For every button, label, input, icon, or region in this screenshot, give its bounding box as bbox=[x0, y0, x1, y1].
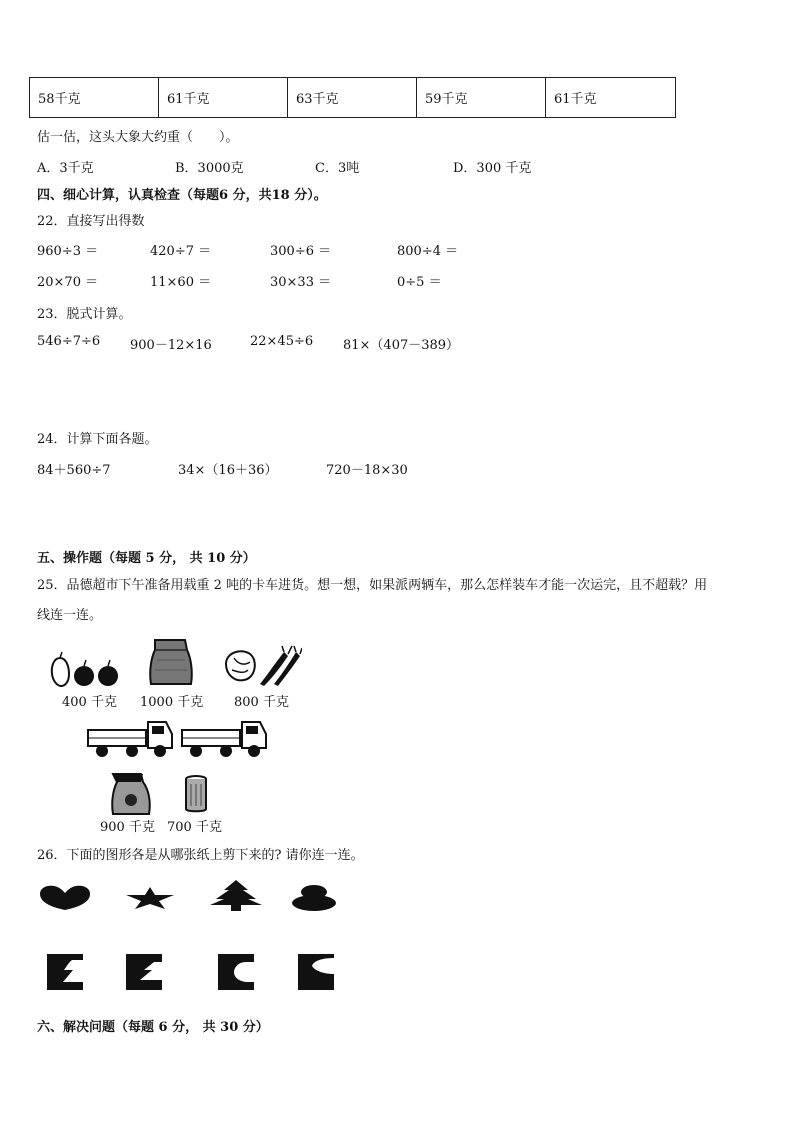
q22-item: 0÷5 ＝ bbox=[397, 275, 442, 290]
q23-item: 22×45÷6 bbox=[250, 334, 314, 349]
q22-item: 30×33 ＝ bbox=[270, 275, 332, 290]
option-c: C．3吨 bbox=[315, 161, 360, 176]
option-b: B．3000克 bbox=[175, 161, 244, 176]
cut-paper-icon[interactable] bbox=[218, 954, 254, 990]
cut-paper-icon[interactable] bbox=[298, 954, 334, 990]
weight-cell: 61千克 bbox=[546, 78, 676, 118]
elephant-question: 估一估，这头大象大约重（ ）。 bbox=[37, 130, 239, 145]
q24-item: 720－18×30 bbox=[326, 463, 408, 478]
goods-label: 800 千克 bbox=[234, 695, 289, 710]
vegetables-icon bbox=[222, 644, 302, 686]
q23-item: 546÷7÷6 bbox=[37, 334, 101, 349]
q22-item: 11×60 ＝ bbox=[150, 275, 212, 290]
q23-item: 81×（407－389） bbox=[343, 338, 460, 353]
hat-icon[interactable] bbox=[290, 884, 338, 912]
q22-item: 20×70 ＝ bbox=[37, 275, 99, 290]
option-a: A．3千克 bbox=[37, 161, 94, 176]
section4-title: 四、细心计算，认真检查（每题6 分，共18 分）。 bbox=[37, 188, 327, 203]
q22-item: 960÷3 ＝ bbox=[37, 244, 99, 259]
q22-title: 22．直接写出得数 bbox=[37, 214, 145, 229]
q22-item: 300÷6 ＝ bbox=[270, 244, 332, 259]
weight-cell: 58千克 bbox=[30, 78, 159, 118]
q23-title: 23．脱式计算。 bbox=[37, 307, 132, 322]
goods-label: 700 千克 bbox=[167, 820, 222, 835]
bag-icon bbox=[107, 772, 153, 816]
q24-item: 34×（16＋36） bbox=[178, 463, 278, 478]
truck-icon[interactable] bbox=[180, 718, 268, 760]
q25-line2: 线连一连。 bbox=[37, 608, 103, 623]
star-icon[interactable] bbox=[124, 886, 176, 910]
section6-title: 六、解决问题（每题 6 分， 共 30 分） bbox=[37, 1020, 269, 1035]
fruit-icon bbox=[48, 650, 120, 688]
option-d: D．300 千克 bbox=[453, 161, 532, 176]
sack-icon bbox=[147, 636, 195, 688]
q26-title: 26．下面的图形各是从哪张纸上剪下来的? 请你连一连。 bbox=[37, 848, 364, 863]
q22-item: 420÷7 ＝ bbox=[150, 244, 212, 259]
goods-label: 900 千克 bbox=[100, 820, 155, 835]
q24-title: 24．计算下面各题。 bbox=[37, 432, 158, 447]
truck-icon[interactable] bbox=[86, 718, 174, 760]
weight-cell: 63千克 bbox=[288, 78, 417, 118]
weight-cell: 61千克 bbox=[159, 78, 288, 118]
weights-table bbox=[29, 77, 676, 118]
goods-label: 400 千克 bbox=[62, 695, 117, 710]
heart-icon[interactable] bbox=[38, 884, 92, 912]
section5-title: 五、操作题（每题 5 分， 共 10 分） bbox=[37, 551, 256, 566]
q25-line1: 25．品德超市下午准备用载重 2 吨的卡车进货。想一想，如果派两辆车，那么怎样装车才能一次运完，且不超载？用 bbox=[37, 578, 708, 593]
q23-item: 900－12×16 bbox=[130, 338, 212, 353]
tree-icon[interactable] bbox=[208, 879, 264, 911]
weight-cell: 59千克 bbox=[417, 78, 546, 118]
can-icon bbox=[183, 774, 209, 814]
q22-item: 800÷4 ＝ bbox=[397, 244, 459, 259]
q24-item: 84＋560÷7 bbox=[37, 463, 111, 478]
goods-label: 1000 千克 bbox=[140, 695, 204, 710]
cut-paper-icon[interactable] bbox=[47, 954, 83, 990]
cut-paper-icon[interactable] bbox=[126, 954, 162, 990]
